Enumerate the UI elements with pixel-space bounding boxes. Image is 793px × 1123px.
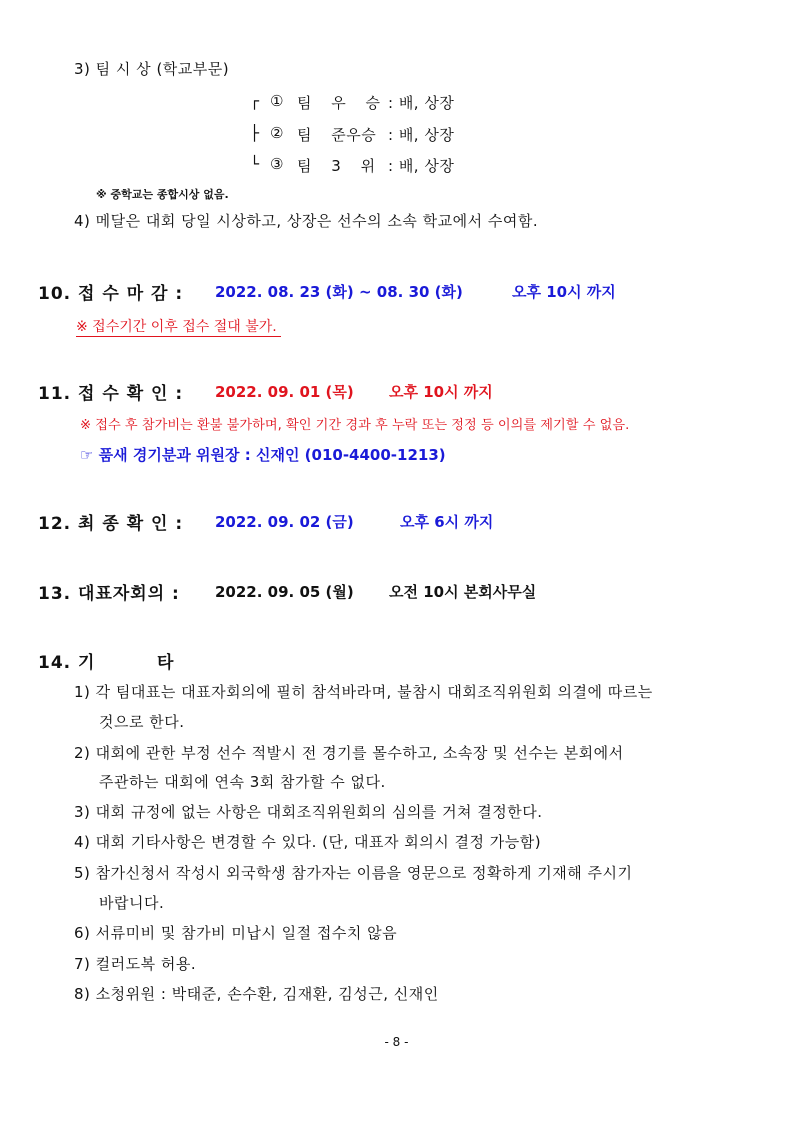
section-11-date: 2022. 09. 01 (목): [215, 383, 354, 401]
other-line: 주관하는 대회에 연속 3회 참가할 수 없다.: [99, 773, 386, 791]
award-bracket: ├: [250, 124, 260, 142]
award-number: ①: [270, 92, 284, 110]
section-11-time: 오후 10시 까지: [389, 383, 493, 401]
section-12-label: 12. 최 종 확 인 :: [38, 514, 184, 534]
award-rank: 팀 우 승: [297, 94, 381, 112]
team-award-heading: 3) 팀 시 상 (학교부문): [74, 60, 230, 78]
section-14-label: 14. 기: [38, 653, 96, 673]
award-number: ②: [270, 124, 284, 142]
section-13-date: 2022. 09. 05 (월): [215, 583, 354, 601]
award-note: ※ 중학교는 종합시상 없음.: [96, 188, 229, 201]
award-number: ③: [270, 155, 284, 173]
page-number: - 8 -: [384, 1035, 409, 1049]
section-11-contact: ☞ 품새 경기분과 위원장 : 신재인 (010-4400-1213): [80, 446, 446, 464]
other-line: 2) 대회에 관한 부정 선수 적발시 전 경기를 몰수하고, 소속장 및 선수는 본회에서: [74, 744, 624, 762]
other-line: 1) 각 팀대표는 대표자회의에 필히 참석바라며, 불참시 대회조직위원회 의결에 따르는: [74, 683, 653, 701]
section-13-time: 오전 10시 본회사무실: [389, 583, 537, 601]
award-prize: : 배, 상장: [388, 94, 455, 112]
other-line: 바랍니다.: [99, 894, 165, 912]
other-line: 3) 대회 규정에 없는 사항은 대회조직위원회의 심의를 거쳐 결정한다.: [74, 803, 543, 821]
section-12-date: 2022. 09. 02 (금): [215, 513, 354, 531]
section-10-date: 2022. 08. 23 (화) ~ 08. 30 (화): [215, 283, 463, 301]
other-line: 4) 대회 기타사항은 변경할 수 있다. (단, 대표자 회의시 결정 가능함): [74, 833, 542, 851]
section-10-time: 오후 10시 까지: [512, 283, 616, 301]
award-prize: : 배, 상장: [388, 126, 455, 144]
other-line: 것으로 한다.: [99, 713, 185, 731]
section-10-note: ※ 접수기간 이후 접수 절대 불가.: [76, 316, 281, 337]
section-12-time: 오후 6시 까지: [400, 513, 494, 531]
award-rank: 팀 준우승: [297, 126, 377, 144]
other-line: 6) 서류미비 및 참가비 미납시 일절 접수치 않음: [74, 924, 398, 942]
award-bracket: └: [250, 155, 260, 173]
award-prize: : 배, 상장: [388, 157, 455, 175]
other-line: 5) 참가신청서 작성시 외국학생 참가자는 이름을 영문으로 정확하게 기재해 주시기: [74, 864, 633, 882]
other-line: 8) 소청위원 : 박태준, 손수환, 김재환, 김성근, 신재인: [74, 985, 439, 1003]
other-line: 7) 컬러도복 허용.: [74, 955, 197, 973]
medal-note: 4) 메달은 대회 당일 시상하고, 상장은 선수의 소속 학교에서 수여함.: [74, 212, 539, 230]
section-11-note: ※ 접수 후 참가비는 환불 불가하며, 확인 기간 경과 후 누락 또는 정정 등 이의를 제기할 수 없음.: [80, 418, 630, 433]
section-14-label-end: 타: [157, 653, 175, 673]
section-13-label: 13. 대표자회의 :: [38, 584, 180, 604]
section-11-label: 11. 접 수 확 인 :: [38, 384, 184, 404]
section-10-label: 10. 접 수 마 감 :: [38, 284, 184, 304]
award-rank: 팀 3 위: [297, 157, 376, 175]
award-bracket: ┌: [250, 92, 260, 110]
